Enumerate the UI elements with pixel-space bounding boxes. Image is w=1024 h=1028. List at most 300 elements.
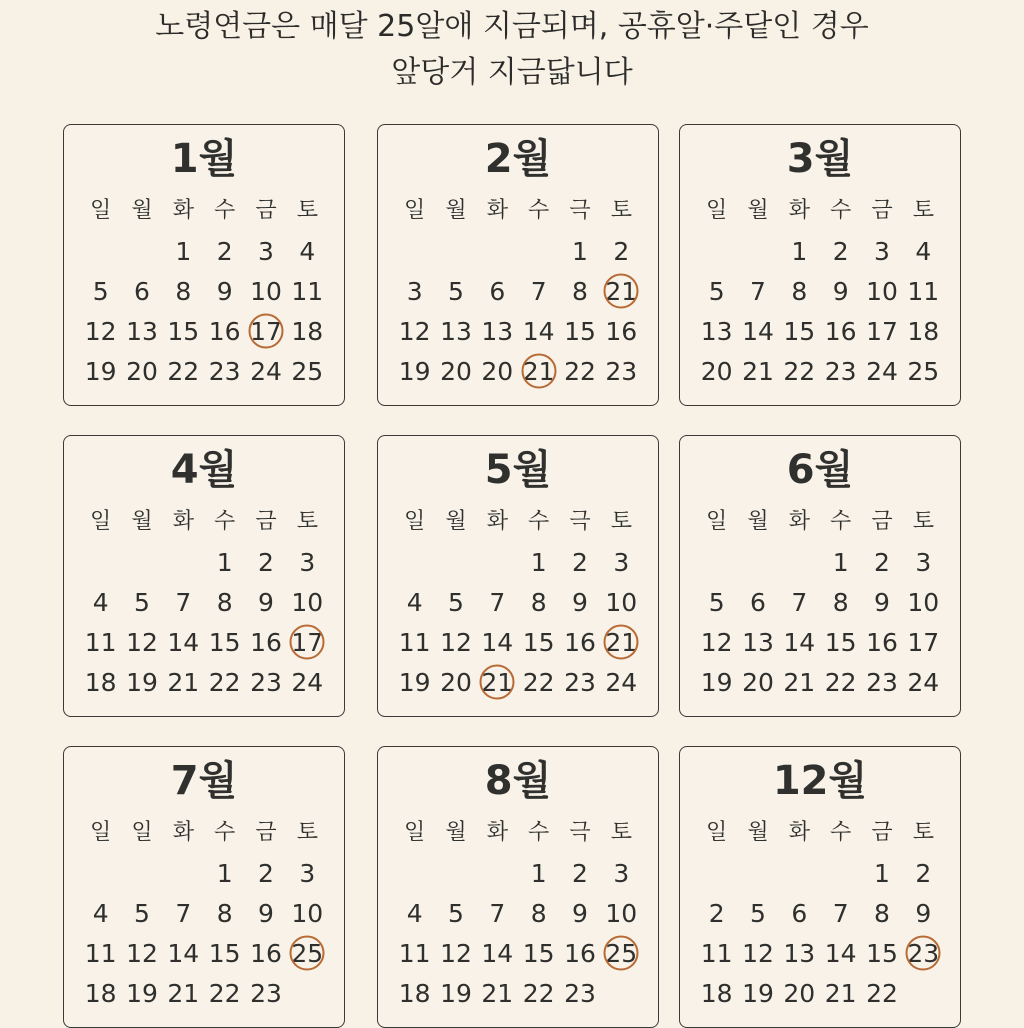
date-cell: 3 (874, 236, 890, 266)
date-cell: 9 (572, 587, 588, 617)
date-cell: 20 (126, 356, 158, 386)
month-card (63, 124, 345, 406)
date-cell: 24 (250, 356, 282, 386)
date-cell: 8 (216, 898, 233, 928)
date-cell: 5 (448, 898, 464, 928)
date-cell: 12 (742, 938, 774, 968)
week-row (696, 853, 944, 893)
date-cell: 23 (866, 667, 898, 697)
highlighted-date-cell: 21 (601, 277, 642, 306)
date-cell: 9 (832, 276, 849, 306)
date-cell: 21 (167, 667, 200, 697)
date-cell: 15 (824, 627, 857, 657)
date-cell: 16 (866, 627, 898, 657)
date-cell: 1 (832, 547, 849, 577)
date-cell: 1 (530, 547, 547, 577)
date-cell: 19 (742, 978, 774, 1008)
date-cell: 22 (208, 978, 241, 1008)
weekday-label: 화 (486, 508, 508, 534)
date-cell: 23 (564, 667, 596, 697)
date-cell: 14 (783, 627, 816, 657)
weekday-header (394, 813, 642, 847)
week-row (394, 311, 642, 351)
weekday-label: 수 (528, 197, 550, 223)
date-cell: 6 (750, 587, 766, 617)
date-cell: 11 (398, 938, 431, 968)
weekday-label: 수 (214, 508, 236, 534)
date-cell: 9 (258, 898, 274, 928)
date-cell: 3 (613, 858, 630, 888)
date-cell: 2 (832, 236, 849, 266)
date-cell: 6 (134, 276, 150, 306)
weekday-header (696, 813, 944, 847)
date-cell: 7 (791, 587, 808, 617)
week-row (80, 662, 328, 702)
weekday-label: 토 (912, 819, 934, 845)
date-cell: 20 (440, 356, 472, 386)
date-cell: 22 (866, 978, 898, 1008)
date-cell: 3 (299, 547, 316, 577)
date-cell: 10 (291, 898, 324, 928)
date-cell: 8 (530, 898, 547, 928)
weekday-label: 일 (90, 819, 112, 845)
date-cell: 24 (291, 667, 324, 697)
date-cell: 20 (700, 356, 733, 386)
date-cell: 5 (448, 276, 464, 306)
weekday-label: 토 (296, 197, 318, 223)
date-cell: 20 (440, 667, 472, 697)
week-row (80, 622, 328, 662)
date-cell: 12 (440, 938, 472, 968)
week-row (394, 893, 642, 933)
date-cell: 18 (84, 978, 117, 1008)
weekday-label: 월 (131, 508, 153, 534)
month-card (377, 124, 659, 406)
weekday-header (394, 191, 642, 225)
weekday-label: 수 (830, 197, 852, 223)
date-cell: 22 (824, 667, 857, 697)
date-cell: 19 (398, 356, 431, 386)
date-cell: 10 (250, 276, 282, 306)
weekday-label: 일 (404, 819, 426, 845)
highlighted-date-cell: 25 (601, 939, 642, 968)
date-cell: 15 (167, 316, 200, 346)
date-cell: 15 (208, 938, 241, 968)
date-cell: 2 (258, 547, 274, 577)
date-cell: 22 (564, 356, 596, 386)
date-cell: 8 (216, 587, 233, 617)
week-row (394, 622, 642, 662)
date-cell: 12 (398, 316, 431, 346)
date-cell: 1 (175, 236, 192, 266)
weekday-label: 금 (255, 197, 277, 223)
date-cell: 4 (406, 587, 423, 617)
date-cell: 12 (126, 938, 158, 968)
date-cell: 17 (866, 316, 898, 346)
date-cell: 16 (564, 938, 596, 968)
date-cell: 18 (907, 316, 940, 346)
date-cell: 2 (258, 858, 274, 888)
date-cell: 8 (175, 276, 192, 306)
highlighted-date-cell: 21 (477, 668, 518, 697)
date-cell: 4 (406, 898, 423, 928)
highlighted-date-cell: 17 (245, 317, 286, 346)
week-row (80, 853, 328, 893)
weekday-label: 화 (788, 197, 810, 223)
date-cell: 7 (175, 587, 192, 617)
date-cell: 9 (216, 276, 233, 306)
month-title: 6월 (786, 447, 854, 493)
highlighted-date-cell: 25 (287, 939, 328, 968)
date-cell: 16 (605, 316, 638, 346)
week-row (80, 271, 328, 311)
date-cell: 4 (915, 236, 932, 266)
month-card (679, 435, 961, 717)
week-row (394, 582, 642, 622)
week-row (80, 311, 328, 351)
weekday-label: 화 (486, 819, 508, 845)
weekday-label: 일 (404, 197, 426, 223)
date-cell: 16 (824, 316, 857, 346)
week-row (394, 662, 642, 702)
month-card (679, 746, 961, 1028)
week-row (394, 973, 642, 1013)
weekday-label: 금 (255, 508, 277, 534)
date-cell: 21 (742, 356, 774, 386)
date-cell: 12 (84, 316, 117, 346)
month-title: 8월 (484, 758, 552, 804)
date-cell: 18 (291, 316, 324, 346)
date-cell: 14 (481, 627, 514, 657)
date-cell: 19 (126, 667, 158, 697)
week-row (394, 933, 642, 973)
week-row (696, 622, 944, 662)
weekday-label: 토 (610, 819, 632, 845)
date-cell: 23 (824, 356, 857, 386)
month-title: 1월 (170, 136, 238, 182)
date-cell: 22 (522, 978, 555, 1008)
weekday-header (80, 813, 328, 847)
weekday-label: 토 (610, 508, 632, 534)
week-row (394, 271, 642, 311)
weekday-label: 수 (214, 819, 236, 845)
date-cell: 5 (708, 276, 725, 306)
weekday-label: 화 (486, 197, 508, 223)
month-card (63, 435, 345, 717)
date-cell: 15 (866, 938, 898, 968)
weekday-label: 일 (90, 508, 112, 534)
highlighted-date-cell: 21 (601, 628, 642, 657)
week-row (696, 311, 944, 351)
weekday-label: 월 (747, 819, 769, 845)
highlighted-date-cell: 21 (518, 357, 559, 386)
weekday-label: 일 (404, 508, 426, 534)
date-cell: 15 (208, 627, 241, 657)
date-cell: 19 (84, 356, 117, 386)
month-title: 4월 (170, 447, 238, 493)
date-cell: 22 (167, 356, 200, 386)
date-cell: 13 (700, 316, 733, 346)
date-cell: 4 (92, 587, 109, 617)
date-cell: 11 (700, 938, 733, 968)
date-cell: 12 (126, 627, 158, 657)
date-cell: 16 (250, 627, 282, 657)
week-row (696, 271, 944, 311)
month-title: 2월 (484, 136, 552, 182)
weekday-label: 월 (445, 197, 467, 223)
date-cell: 2 (708, 898, 725, 928)
weekday-header (696, 502, 944, 536)
date-cell: 5 (448, 587, 464, 617)
weekday-header (696, 191, 944, 225)
date-cell: 9 (874, 587, 890, 617)
week-row (80, 542, 328, 582)
date-cell: 23 (605, 356, 638, 386)
weekday-label: 일 (131, 819, 153, 845)
date-cell: 14 (742, 316, 774, 346)
weekday-label: 토 (296, 508, 318, 534)
weekday-label: 월 (445, 508, 467, 534)
date-cell: 7 (530, 276, 547, 306)
date-cell: 6 (489, 276, 506, 306)
highlighted-date-cell: 17 (287, 628, 328, 657)
date-cell: 8 (791, 276, 808, 306)
date-cell: 20 (783, 978, 816, 1008)
date-cell: 16 (250, 938, 282, 968)
weekday-label: 월 (445, 819, 467, 845)
highlighted-date-cell: 23 (903, 939, 944, 968)
week-row (696, 893, 944, 933)
weekday-label: 수 (528, 508, 550, 534)
date-cell: 19 (700, 667, 733, 697)
weekday-label: 극 (569, 819, 591, 845)
date-cell: 3 (915, 547, 932, 577)
date-cell: 13 (481, 316, 514, 346)
date-cell: 13 (783, 938, 816, 968)
date-cell: 11 (907, 276, 940, 306)
weekday-label: 화 (172, 819, 194, 845)
weekday-label: 일 (706, 819, 728, 845)
date-cell: 3 (613, 547, 630, 577)
weekday-header (80, 502, 328, 536)
weekday-label: 금 (871, 197, 893, 223)
date-cell: 2 (216, 236, 233, 266)
date-cell: 21 (167, 978, 200, 1008)
date-cell: 15 (564, 316, 596, 346)
date-cell: 22 (522, 667, 555, 697)
weekday-label: 일 (706, 508, 728, 534)
date-cell: 11 (84, 627, 117, 657)
date-cell: 25 (291, 356, 324, 386)
date-cell: 3 (299, 858, 316, 888)
date-cell: 14 (481, 938, 514, 968)
week-row (80, 933, 328, 973)
date-cell: 22 (783, 356, 816, 386)
date-cell: 20 (742, 667, 774, 697)
week-row (696, 662, 944, 702)
month-title: 3월 (786, 136, 854, 182)
date-cell: 16 (208, 316, 241, 346)
date-cell: 10 (907, 587, 940, 617)
date-cell: 15 (522, 627, 555, 657)
date-cell: 16 (564, 627, 596, 657)
weekday-label: 금 (871, 819, 893, 845)
month-title: 5월 (484, 447, 552, 493)
weekday-label: 화 (172, 197, 194, 223)
date-cell: 1 (530, 858, 547, 888)
week-row (394, 853, 642, 893)
weekday-label: 수 (214, 197, 236, 223)
date-cell: 9 (572, 898, 588, 928)
date-cell: 2 (874, 547, 890, 577)
date-cell: 23 (208, 356, 241, 386)
week-row (80, 893, 328, 933)
date-cell: 19 (126, 978, 158, 1008)
date-cell: 19 (440, 978, 472, 1008)
date-cell: 1 (791, 236, 808, 266)
date-cell: 7 (832, 898, 849, 928)
date-cell: 11 (291, 276, 324, 306)
week-row (80, 582, 328, 622)
date-cell: 4 (92, 898, 109, 928)
date-cell: 21 (783, 667, 816, 697)
week-row (696, 933, 944, 973)
date-cell: 11 (398, 627, 431, 657)
weekday-label: 월 (131, 197, 153, 223)
date-cell: 1 (572, 236, 588, 266)
date-cell: 23 (250, 667, 282, 697)
date-cell: 3 (258, 236, 274, 266)
date-cell: 22 (208, 667, 241, 697)
date-cell: 1 (216, 547, 233, 577)
weekday-label: 화 (788, 508, 810, 534)
week-row (696, 231, 944, 271)
month-card (679, 124, 961, 406)
weekday-label: 일 (90, 197, 112, 223)
date-cell: 5 (750, 898, 766, 928)
date-cell: 5 (134, 898, 150, 928)
date-cell: 18 (84, 667, 117, 697)
date-cell: 4 (299, 236, 316, 266)
date-cell: 10 (605, 587, 638, 617)
weekday-label: 토 (296, 819, 318, 845)
weekday-label: 금 (255, 819, 277, 845)
date-cell: 18 (700, 978, 733, 1008)
date-cell: 9 (915, 898, 932, 928)
week-row (80, 231, 328, 271)
weekday-header (394, 502, 642, 536)
week-row (394, 231, 642, 271)
date-cell: 14 (167, 627, 200, 657)
weekday-label: 화 (172, 508, 194, 534)
date-cell: 5 (134, 587, 150, 617)
week-row (696, 973, 944, 1013)
date-cell: 7 (750, 276, 766, 306)
headline-line-1: 노령연금은 매달 25알애 지금되며, 공휴알·주닽인 경우 (155, 9, 869, 44)
week-row (394, 542, 642, 582)
date-cell: 5 (708, 587, 725, 617)
week-row (696, 351, 944, 391)
date-cell: 2 (572, 858, 588, 888)
date-cell: 24 (605, 667, 638, 697)
date-cell: 7 (489, 898, 506, 928)
weekday-label: 수 (830, 819, 852, 845)
date-cell: 9 (258, 587, 274, 617)
weekday-label: 토 (610, 197, 632, 223)
date-cell: 13 (440, 316, 472, 346)
date-cell: 14 (824, 938, 857, 968)
date-cell: 18 (398, 978, 431, 1008)
weekday-label: 월 (747, 197, 769, 223)
date-cell: 23 (564, 978, 596, 1008)
weekday-label: 화 (788, 819, 810, 845)
date-cell: 8 (874, 898, 890, 928)
date-cell: 21 (824, 978, 857, 1008)
weekday-header (80, 191, 328, 225)
date-cell: 23 (250, 978, 282, 1008)
date-cell: 10 (605, 898, 638, 928)
date-cell: 2 (572, 547, 588, 577)
date-cell: 14 (522, 316, 555, 346)
date-cell: 24 (907, 667, 940, 697)
date-cell: 14 (167, 938, 200, 968)
date-cell: 13 (742, 627, 774, 657)
weekday-label: 극 (569, 508, 591, 534)
date-cell: 10 (291, 587, 324, 617)
week-row (696, 542, 944, 582)
date-cell: 13 (126, 316, 158, 346)
weekday-label: 토 (912, 508, 934, 534)
weekday-label: 수 (830, 508, 852, 534)
date-cell: 8 (572, 276, 588, 306)
date-cell: 12 (440, 627, 472, 657)
date-cell: 20 (481, 356, 514, 386)
weekday-label: 극 (569, 197, 591, 223)
date-cell: 17 (907, 627, 940, 657)
date-cell: 12 (700, 627, 733, 657)
week-row (394, 351, 642, 391)
month-card (63, 746, 345, 1028)
date-cell: 8 (832, 587, 849, 617)
date-cell: 25 (907, 356, 940, 386)
date-cell: 7 (489, 587, 506, 617)
date-cell: 2 (915, 858, 932, 888)
date-cell: 3 (406, 276, 423, 306)
date-cell: 1 (216, 858, 233, 888)
date-cell: 15 (783, 316, 816, 346)
headline-line-2: 앞당거 지금닯니다 (391, 55, 633, 90)
weekday-label: 토 (912, 197, 934, 223)
date-cell: 1 (874, 858, 890, 888)
week-row (696, 582, 944, 622)
weekday-label: 월 (747, 508, 769, 534)
month-card (377, 435, 659, 717)
week-row (80, 351, 328, 391)
weekday-label: 일 (706, 197, 728, 223)
date-cell: 11 (84, 938, 117, 968)
date-cell: 21 (481, 978, 514, 1008)
date-cell: 2 (613, 236, 630, 266)
month-title: 12월 (772, 758, 868, 804)
weekday-label: 수 (528, 819, 550, 845)
date-cell: 24 (866, 356, 898, 386)
date-cell: 6 (791, 898, 808, 928)
date-cell: 10 (866, 276, 898, 306)
weekday-label: 금 (871, 508, 893, 534)
date-cell: 19 (398, 667, 431, 697)
date-cell: 7 (175, 898, 192, 928)
date-cell: 5 (92, 276, 109, 306)
